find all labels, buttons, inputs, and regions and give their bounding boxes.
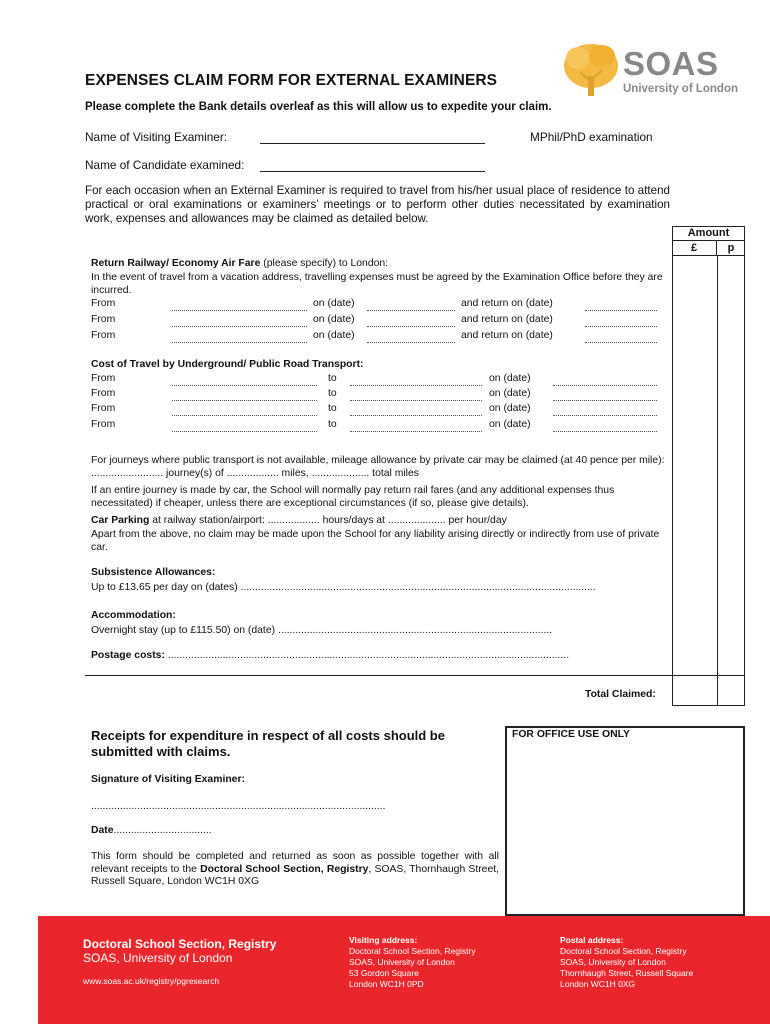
ug-from-field-2[interactable] — [172, 400, 317, 401]
amount-header: Amount — [672, 226, 745, 241]
office-use-label: FOR OFFICE USE ONLY — [512, 729, 630, 740]
pound-header: £ — [672, 241, 717, 256]
tree-icon — [560, 40, 622, 102]
postage-row[interactable] — [91, 650, 671, 663]
ug-from-4: From — [91, 419, 116, 430]
rail-on-3: on (date) — [313, 330, 355, 341]
ug-on-4: on (date) — [489, 419, 531, 430]
postal-line: SOAS, University of London — [560, 957, 666, 967]
mileage-paragraph: For journeys where public transport is not available, mileage allowance by private car may be claimed (at 40 pence per mile): ......................... journey(s) of .................. miles, .................... total miles — [91, 455, 665, 479]
office-use-box — [505, 726, 745, 916]
visiting-line: London WC1H 0PD — [349, 979, 424, 989]
ug-from-field-1[interactable] — [172, 385, 317, 386]
postal-heading: Postal address: — [560, 935, 624, 945]
amount-divider — [717, 256, 718, 706]
underground-heading: Cost of Travel by Underground/ Public Road Transport: — [91, 359, 364, 370]
page-title: EXPENSES CLAIM FORM FOR EXTERNAL EXAMINERS — [85, 72, 498, 89]
postage-heading: Postage costs: — [91, 650, 165, 661]
ug-to-field-4[interactable] — [350, 431, 482, 432]
candidate-field[interactable] — [260, 171, 485, 172]
rail-return-1: and return on (date) — [461, 298, 553, 309]
visiting-line: Doctoral School Section, Registry — [349, 946, 476, 956]
footer — [38, 916, 770, 1024]
rail-on-field-3[interactable] — [367, 342, 455, 343]
footer-web[interactable]: www.soas.ac.uk/registry/pgresearch — [83, 976, 220, 986]
accommodation-heading: Accommodation: — [91, 610, 176, 621]
postage-line: ........................................................................................................................................... — [164, 650, 570, 661]
postal-address — [560, 935, 693, 990]
return-note-1: This form should be completed and returned as soon as possible together with all relevant receipts to the — [91, 851, 499, 875]
visiting-line: SOAS, University of London — [349, 957, 455, 967]
rail-from-3: From — [91, 330, 116, 341]
rail-from-field-2[interactable] — [172, 326, 307, 327]
total-claimed-label: Total Claimed: — [585, 689, 656, 700]
candidate-label: Name of Candidate examined: — [85, 158, 245, 172]
postal-line: Doctoral School Section, Registry — [560, 946, 687, 956]
ug-to-3: to — [328, 403, 337, 414]
mphil-label: MPhil/PhD examination — [530, 130, 653, 144]
receipts-notice: Receipts for expenditure in respect of all costs should be submitted with claims. — [91, 728, 445, 759]
rail-return-field-2[interactable] — [585, 326, 657, 327]
ug-from-1: From — [91, 373, 116, 384]
ug-on-field-2[interactable] — [553, 400, 657, 401]
visiting-address — [349, 935, 476, 990]
return-note-2: , SOAS, Thornhaugh Street, Russell Square, London WC1H 0XG — [91, 863, 500, 888]
rail-return-field-1[interactable] — [585, 310, 657, 311]
rail-from-field-1[interactable] — [172, 310, 307, 311]
ug-on-field-4[interactable] — [553, 431, 657, 432]
ug-on-2: on (date) — [489, 388, 531, 399]
car-parking — [91, 515, 666, 528]
rail-return-field-3[interactable] — [585, 342, 657, 343]
date-field: .................................. — [113, 825, 212, 836]
date-row[interactable] — [91, 825, 212, 838]
accommodation-line[interactable]: Overnight stay (up to £115.50) on (date) ............................................................................................... — [91, 625, 553, 636]
rail-on-1: on (date) — [313, 298, 355, 309]
rail-from-2: From — [91, 314, 116, 325]
ug-to-field-3[interactable] — [350, 415, 482, 416]
visiting-examiner-field[interactable] — [260, 143, 485, 144]
signature-field[interactable]: ...................................................................................................... — [91, 801, 386, 812]
total-box-divider — [672, 675, 745, 676]
subsistence-heading: Subsistence Allowances: — [91, 567, 216, 578]
total-divider — [85, 675, 672, 676]
ug-from-field-4[interactable] — [172, 431, 317, 432]
logo-name: SOAS — [623, 45, 719, 82]
logo-sub: University of London — [623, 83, 738, 95]
car-parking-rest: at railway station/airport: .................. hours/days at .................... per hour/day — [149, 515, 507, 526]
rail-from-field-3[interactable] — [172, 342, 307, 343]
footer-uni: SOAS, University of London — [83, 951, 233, 965]
rail-heading-rest: (please specify) to London: — [260, 258, 389, 269]
postal-line: Thornhaugh Street, Russell Square — [560, 968, 694, 978]
ug-on-field-1[interactable] — [553, 385, 657, 386]
rail-heading — [91, 258, 388, 271]
ug-from-3: From — [91, 403, 116, 414]
ug-to-field-2[interactable] — [350, 400, 482, 401]
ug-to-2: to — [328, 388, 337, 399]
visiting-line: 53 Gordon Square — [349, 968, 419, 978]
liability-paragraph: Apart from the above, no claim may be made upon the School for any liability arising directly or indirectly from use of private car. — [91, 529, 660, 553]
return-note — [91, 851, 499, 889]
ug-on-1: on (date) — [489, 373, 531, 384]
pence-header: p — [717, 241, 745, 256]
return-note-bold: Doctoral School Section, Registry — [200, 863, 369, 875]
ug-to-field-1[interactable] — [350, 385, 482, 386]
visiting-examiner-label: Name of Visiting Examiner: — [85, 130, 228, 144]
ug-on-field-3[interactable] — [553, 415, 657, 416]
postal-line: London WC1H 0XG — [560, 979, 636, 989]
amount-column — [672, 226, 745, 706]
page-subtitle: Please complete the Bank details overleaf as this will allow us to expedite your claim. — [85, 101, 552, 113]
ug-to-4: to — [328, 419, 337, 430]
rail-note: In the event of travel from a vacation address, travelling expenses must be agreed by the Examination Office before they are incurred. — [91, 272, 663, 296]
rail-on-2: on (date) — [313, 314, 355, 325]
rail-return-2: and return on (date) — [461, 314, 553, 325]
rail-from-1: From — [91, 298, 116, 309]
footer-org: Doctoral School Section, Registry — [83, 937, 277, 951]
ug-on-3: on (date) — [489, 403, 531, 414]
rail-return-3: and return on (date) — [461, 330, 553, 341]
signature-label: Signature of Visiting Examiner: — [91, 774, 245, 785]
subsistence-line[interactable]: Up to £13.65 per day on (dates) ........................................................................................................................... — [91, 582, 596, 593]
car-paragraph: If an entire journey is made by car, the School will normally pay return rail fares (and any additional expenses thus necessitated) if cheaper, unless there are exceptional circumstances (if so, please give details). — [91, 485, 615, 509]
ug-from-field-3[interactable] — [172, 415, 317, 416]
date-label: Date — [91, 825, 114, 836]
car-parking-bold: Car Parking — [91, 515, 150, 526]
visiting-heading: Visiting address: — [349, 935, 418, 945]
rail-heading-bold: Return Railway/ Economy Air Fare — [91, 258, 261, 269]
rail-on-field-1[interactable] — [367, 310, 455, 311]
rail-on-field-2[interactable] — [367, 326, 455, 327]
intro-paragraph: For each occasion when an External Examiner is required to travel from his/her usual place of residence to attend practical or oral examinations or examiners’ meetings or to perform other duties necessitated by examination work, expenses and allowances may be claimed as detailed below. — [85, 184, 670, 226]
ug-from-2: From — [91, 388, 116, 399]
ug-to-1: to — [328, 373, 337, 384]
